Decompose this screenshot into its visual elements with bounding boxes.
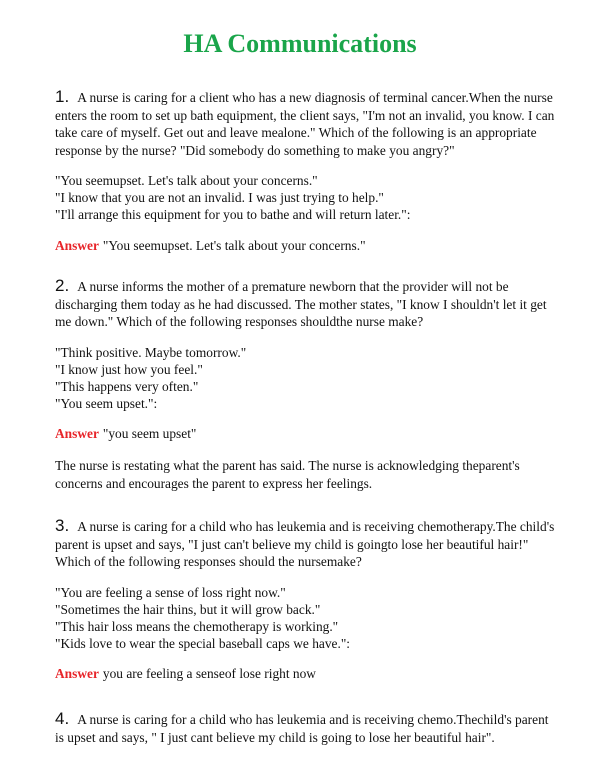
- option: "I know just how you feel.": [55, 361, 203, 377]
- answer-text: "you seem upset": [102, 426, 197, 442]
- option: "Think positive. Maybe tomorrow.": [55, 344, 247, 360]
- answer-line: [55, 425, 555, 442]
- question-text: A nurse is caring for a child who has leukemia and is receiving chemotherapy.The child's parent is upset and says, "I just can't believe my child is goingto lose her beautiful hair!" Which of the following responses should the nursemake?: [55, 519, 555, 569]
- option: "You seemupset. Let's talk about your concerns.": [55, 173, 318, 188]
- option-list: [55, 584, 555, 653]
- question-stem: [55, 710, 555, 746]
- option: "You seem upset.":: [55, 396, 158, 412]
- option: "You are feeling a sense of loss right now.": [55, 584, 286, 600]
- answer-label: Answer: [55, 426, 99, 442]
- option: "This hair loss means the chemotherapy is working.": [55, 618, 339, 634]
- question-number: 3.: [55, 516, 70, 535]
- option-list: [55, 344, 555, 413]
- page-title: HA Communications: [183, 29, 417, 58]
- answer-label: Answer: [55, 666, 99, 682]
- option: "I know that you are not an invalid. I was just trying to help.": [55, 190, 384, 206]
- option: "Kids love to wear the special baseball caps we have.":: [55, 636, 351, 652]
- question-number: 2.: [55, 276, 70, 295]
- answer-line: [55, 237, 555, 254]
- question-number: 4.: [55, 709, 70, 728]
- question-number: 1.: [55, 87, 70, 106]
- question-3: [55, 517, 555, 682]
- question-4: [55, 710, 555, 746]
- question-stem: [55, 517, 555, 571]
- question-1: [55, 88, 555, 254]
- answer-label: Answer: [55, 237, 99, 253]
- question-text: A nurse is caring for a client who has a new diagnosis of terminal cancer.When the nurse enters the room to set up bath equipment, the client says, "I'm not an invalid, you know. I can take care of myself. Get out and leave mealone." Which of the following is an appropriate response by the nurse? "Did somebody do something to make you angry?": [55, 90, 555, 158]
- option: "I'll arrange this equipment for you to bathe and will return later.":: [55, 207, 411, 223]
- option-list: [55, 172, 555, 224]
- question-2: [55, 277, 555, 492]
- answer-line: [55, 665, 555, 682]
- option: "Sometimes the hair thins, but it will grow back.": [55, 601, 321, 617]
- question-stem: [55, 277, 555, 331]
- question-stem: [55, 88, 555, 159]
- answer-explanation: The nurse is restating what the parent has said. The nurse is acknowledging theparent's concerns and encourages the parent to express her feelings.: [55, 458, 520, 491]
- question-text: A nurse informs the mother of a premature newborn that the provider will not be discharging them today as he had discussed. The mother states, "I know I shouldn't let it get me down." Which of the following responses shouldthe nurse make?: [55, 279, 547, 329]
- question-text: A nurse is caring for a child who has leukemia and is receiving chemo.Thechild's parent is upset and says, " I just cant believe my child is going to lose her beautiful hair".: [55, 712, 549, 745]
- answer-text: "You seemupset. Let's talk about your concerns.": [102, 237, 366, 253]
- option: "This happens very often.": [55, 378, 199, 394]
- answer-text: you are feeling a senseof lose right now: [102, 666, 316, 682]
